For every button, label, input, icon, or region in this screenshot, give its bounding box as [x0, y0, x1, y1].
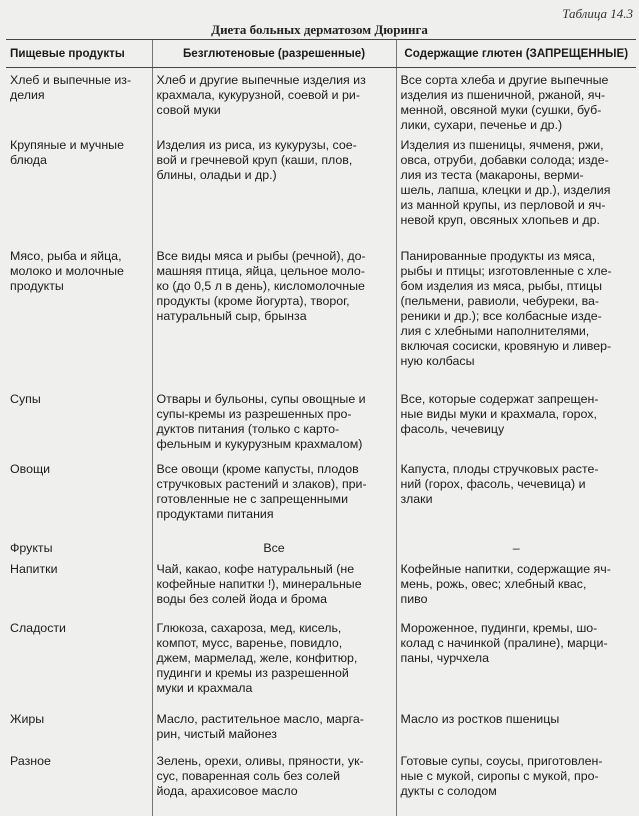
cell-forbidden: [396, 387, 636, 457]
cell-forbidden: [396, 68, 636, 134]
cell-line: лия с хлебными наполнителями,: [401, 324, 633, 339]
cell-line: делия: [10, 88, 148, 103]
table-row: [6, 457, 636, 536]
table-body: [6, 68, 636, 816]
cell-allowed: [152, 457, 396, 536]
cell-line: Напитки: [10, 562, 148, 577]
table-row: [6, 133, 636, 244]
cell-line: Отвары и бульоны, супы овощные и: [157, 392, 392, 407]
cell-line: Сладости: [10, 621, 148, 636]
cell-forbidden: [396, 707, 636, 749]
cell-line: Масло из ростков пшеницы: [401, 712, 633, 727]
cell-line: молоко и молочные: [10, 264, 148, 279]
table-number: Таблица 14.3: [562, 6, 633, 22]
cell-line: шель, лапша, клецки и др.), изделия: [401, 183, 633, 198]
cell-line: ные с мукой, сиропы с мукой, про-: [401, 769, 633, 784]
cell-line: из манной крупы, из перловой и яч-: [401, 198, 633, 213]
cell-allowed: [152, 536, 396, 557]
column-header-products: Пищевые продукты: [6, 40, 152, 68]
cell-line: Супы: [10, 392, 148, 407]
cell-line: ные виды муки и крахмала, горох,: [401, 407, 633, 422]
cell-line: дуктов питания (только с карто-: [157, 422, 392, 437]
table-row: [6, 387, 636, 457]
cell-line: Хлеб и другие выпечные изделия из: [157, 73, 392, 88]
cell-line: стручковых растений и злаков), при-: [157, 477, 392, 492]
cell-line: продуктами питания: [157, 507, 392, 522]
cell-product: [6, 68, 152, 134]
table-row: [6, 536, 636, 557]
cell-line: менной, овсяной муки (сушки, буб-: [401, 103, 633, 118]
cell-line: Все овощи (кроме капусты, плодов: [157, 462, 392, 477]
cell-product: [6, 707, 152, 749]
cell-allowed: [152, 387, 396, 457]
cell-line: дукты с солодом: [401, 784, 633, 799]
table-title: Диета больных дерматозом Дюринга: [0, 22, 639, 38]
cell-line: Мороженное, пудинги, кремы, шо-: [401, 621, 633, 636]
cell-product: [6, 387, 152, 457]
cell-line: муки и крахмала: [157, 681, 392, 696]
header-row: [6, 40, 636, 68]
cell-line: Овощи: [10, 462, 148, 477]
cell-line: Зелень, орехи, оливы, пряности, ук-: [157, 754, 392, 769]
cell-line: кофейные напитки !), минеральные: [157, 577, 392, 592]
cell-forbidden: [396, 616, 636, 707]
cell-line: натуральный сыр, брынза: [157, 309, 392, 324]
cell-line: Все: [157, 541, 392, 556]
cell-line: овса, отруби, добавки солода; изде-: [401, 153, 633, 168]
cell-line: –: [401, 541, 633, 556]
cell-line: блюда: [10, 153, 148, 168]
cell-line: Изделия из пшеницы, ячменя, ржи,: [401, 138, 633, 153]
cell-line: вой и гречневой круп (каши, плов,: [157, 153, 392, 168]
cell-line: пиво: [401, 592, 633, 607]
cell-allowed: [152, 557, 396, 616]
cell-line: Чай, какао, кофе натуральный (не: [157, 562, 392, 577]
cell-allowed: [152, 68, 396, 134]
table-row: [6, 616, 636, 707]
cell-line: фельным и кукурузным крахмалом): [157, 437, 392, 452]
cell-line: ную колбасы: [401, 354, 633, 369]
cell-line: компот, мусс, варенье, повидло,: [157, 636, 392, 651]
cell-forbidden: [396, 133, 636, 244]
cell-line: рин, чистый майонез: [157, 727, 392, 742]
cell-line: лики, сухари, печенье и др.): [401, 118, 633, 133]
cell-line: Разное: [10, 754, 148, 769]
cell-line: совой муки: [157, 103, 392, 118]
cell-line: Все сорта хлеба и другие выпечные: [401, 73, 633, 88]
cell-allowed: [152, 616, 396, 707]
diet-table: [6, 39, 636, 816]
table-row: [6, 68, 636, 134]
cell-product: [6, 133, 152, 244]
cell-line: (пельмени, равиоли, чебуреки, ва-: [401, 294, 633, 309]
cell-product: [6, 244, 152, 387]
cell-line: Мясо, рыба и яйца,: [10, 249, 148, 264]
cell-line: Масло, растительное масло, марга-: [157, 712, 392, 727]
cell-line: супы-кремы из разрешенных про-: [157, 407, 392, 422]
cell-product: [6, 616, 152, 707]
cell-line: Фрукты: [10, 541, 148, 556]
cell-line: Изделия из риса, из кукурузы, сое-: [157, 138, 392, 153]
column-header-allowed: Безглютеновые (разрешенные): [152, 40, 396, 68]
cell-allowed: [152, 707, 396, 749]
cell-line: йода, арахисовое масло: [157, 784, 392, 799]
cell-line: Все виды мяса и рыбы (речной), до-: [157, 249, 392, 264]
cell-line: продукты (кроме йогурта), творог,: [157, 294, 392, 309]
cell-line: блины, оладьи и др.): [157, 168, 392, 183]
cell-allowed: [152, 244, 396, 387]
table-row: [6, 557, 636, 616]
cell-line: крахмала, кукурузной, соевой и ри-: [157, 88, 392, 103]
cell-line: включая сосиски, кровяную и ливер-: [401, 339, 633, 354]
column-header-forbidden: Содержащие глютен (ЗАПРЕЩЕННЫЕ): [396, 40, 636, 68]
cell-line: невой круп, овсяных хлопьев и др.: [401, 213, 633, 228]
cell-line: Кофейные напитки, содержащие яч-: [401, 562, 633, 577]
cell-line: Жиры: [10, 712, 148, 727]
cell-line: рыбы и птицы; изготовленные с хле-: [401, 264, 633, 279]
cell-line: пудинги и кремы из разрешенной: [157, 666, 392, 681]
cell-forbidden: [396, 557, 636, 616]
cell-product: [6, 557, 152, 616]
cell-line: изделия из пшеничной, ржаной, яч-: [401, 88, 633, 103]
cell-line: машняя птица, яйца, цельное моло-: [157, 264, 392, 279]
cell-forbidden: [396, 244, 636, 387]
cell-line: паны, чурчхела: [401, 651, 633, 666]
cell-line: сус, поваренная соль без солей: [157, 769, 392, 784]
cell-line: Панированные продукты из мяса,: [401, 249, 633, 264]
cell-line: реники и др.); все колбасные изде-: [401, 309, 633, 324]
table-row: [6, 244, 636, 387]
cell-allowed: [152, 133, 396, 244]
cell-line: лия из теста (макароны, верми-: [401, 168, 633, 183]
cell-line: бом изделия из мяса, рыбы, птицы: [401, 279, 633, 294]
cell-line: колад с начинкой (пралине), марци-: [401, 636, 633, 651]
cell-line: воды без солей йода и брома: [157, 592, 392, 607]
cell-line: Готовые супы, соусы, приготовлен-: [401, 754, 633, 769]
cell-line: ний (горох, фасоль, чечевица) и: [401, 477, 633, 492]
cell-line: Глюкоза, сахароза, мед, кисель,: [157, 621, 392, 636]
cell-line: готовленные не с запрещенными: [157, 492, 392, 507]
cell-line: фасоль, чечевицу: [401, 422, 633, 437]
cell-forbidden: [396, 536, 636, 557]
cell-line: Крупяные и мучные: [10, 138, 148, 153]
cell-product: [6, 457, 152, 536]
cell-line: ко (до 0,5 л в день), кисломолочные: [157, 279, 392, 294]
cell-forbidden: [396, 457, 636, 536]
cell-line: Все, которые содержат запрещен-: [401, 392, 633, 407]
cell-line: Капуста, плоды стручковых расте-: [401, 462, 633, 477]
table-row: [6, 707, 636, 749]
cell-line: Хлеб и выпечные из-: [10, 73, 148, 88]
cell-product: [6, 536, 152, 557]
cell-line: продукты: [10, 279, 148, 294]
cell-line: джем, мармелад, желе, конфитюр,: [157, 651, 392, 666]
cell-line: мень, рожь, овес; хлебный квас,: [401, 577, 633, 592]
cell-line: злаки: [401, 492, 633, 507]
